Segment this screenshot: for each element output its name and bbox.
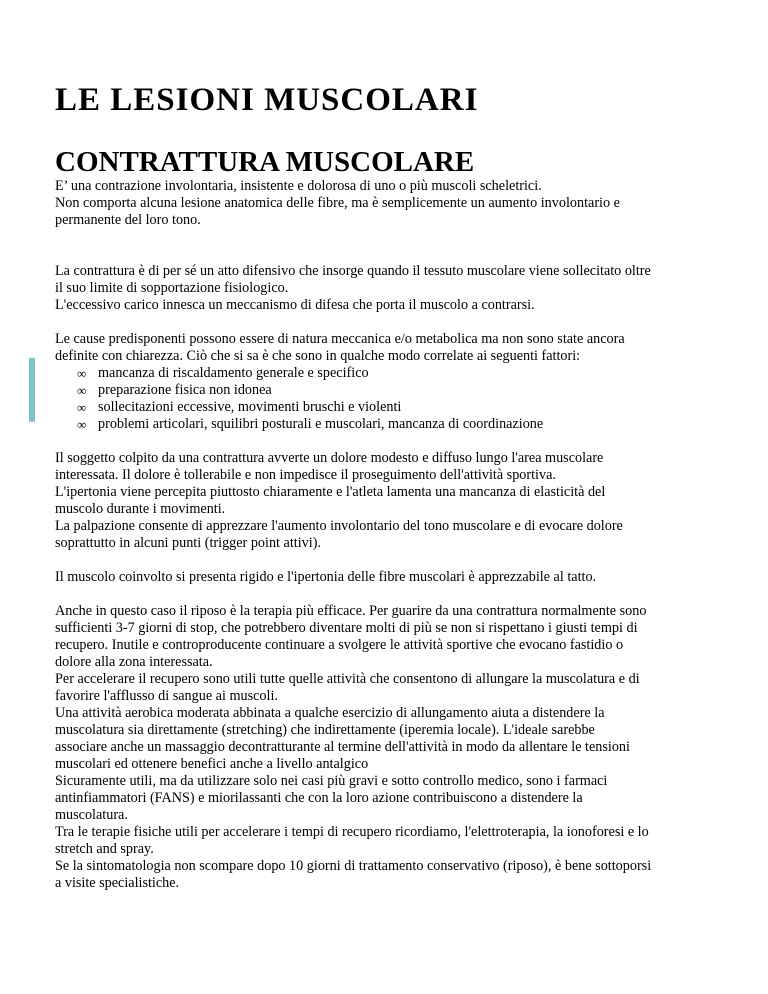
text-line: Il soggetto colpito da una contrattura avverte un dolore modesto e diffuso lungo l'area muscolare [55,450,604,466]
text-line: Il muscolo coinvolto si presenta rigido e l'ipertonia delle fibre muscolari è apprezzabile al tatto. [55,569,597,585]
text-line: Tra le terapie fisiche utili per accelerare i tempi di recupero ricordiamo, l'elettroterapia, la ionoforesi e lo [55,824,649,840]
text-line: Per accelerare il recupero sono utili tutte quelle attività che consentono di allungare la muscolatura e di [55,671,640,687]
text-line: a visite specialistiche. [55,875,180,891]
infinity-bullet-icon: ∞ [77,383,87,398]
paragraph-treatment [55,603,715,892]
intro-paragraph [55,178,715,229]
list-item: ∞ problemi articolari, squilibri posturali e muscolari, mancanza di coordinazione [77,416,544,432]
text-line: interessata. Il dolore è tollerabile e non impedisce il proseguimento dell'attività sportiva. [55,467,556,483]
text-line: il suo limite di sopportazione fisiologico. [55,280,289,296]
text-line: sufficienti 3-7 giorni di stop, che potrebbero diventare molti di più se non si rispettano i giusti tempi di [55,620,638,636]
infinity-bullet-icon: ∞ [77,417,87,432]
text-line: muscolari ed ottenere benefici anche a livello antalgico [55,756,369,772]
text-line: Se la sintomatologia non scompare dopo 10 giorni di trattamento conservativo (riposo), è bene sottoporsi [55,858,652,874]
text-line: antinfiammatori (FANS) e miorilassanti che con la loro azione contribuiscono a distendere la [55,790,583,806]
text-line: stretch and spray. [55,841,154,857]
text-line: muscolo durante i movimenti. [55,501,226,517]
text-line: L'eccessivo carico innesca un meccanismo di difesa che porta il muscolo a contrarsi. [55,297,535,313]
infinity-bullet-icon: ∞ [77,400,87,415]
text-line: Le cause predisponenti possono essere di natura meccanica e/o metabolica ma non sono state ancora [55,331,625,347]
text-line: dolore alla zona interessata. [55,654,213,670]
text-line: soprattutto in alcuni punti (trigger point attivi). [55,535,321,551]
text-line: Sicuramente utili, ma da utilizzare solo nei casi più gravi e sotto controllo medico, sono i farmaci [55,773,608,789]
text-line: L'ipertonia viene percepita piuttosto chiaramente e l'atleta lamenta una mancanza di elasticità del [55,484,606,500]
section-body [55,178,715,892]
paragraph-rigidity [55,569,715,586]
text-line: permanente del loro tono. [55,212,201,228]
text-line: definite con chiarezza. Ciò che si sa è che sono in qualche modo correlate ai seguenti fattori: [55,348,581,364]
text-line: La palpazione consente di apprezzare l'aumento involontario del tono muscolare e di evocare dolore [55,518,623,534]
text-line: Anche in questo caso il riposo è la terapia più efficace. Per guarire da una contrattura normalmente sono [55,603,647,619]
text-line: muscolatura. [55,807,128,823]
text-line: Una attività aerobica moderata abbinata a qualche esercizio di allungamento aiuta a distendere la [55,705,605,721]
section-heading: CONTRATTURA MUSCOLARE [55,146,475,178]
paragraph-causes [55,331,715,365]
paragraph-symptoms [55,450,715,552]
list-item: ∞ sollecitazioni eccessive, movimenti bruschi e violenti [77,399,402,415]
paragraph-defensive-act [55,263,715,314]
factors-list [55,365,715,433]
text-line: associare anche un massaggio decontratturante al termine dell'attività in modo da allentare le tensioni [55,739,630,755]
infinity-bullet-icon: ∞ [77,366,87,381]
page-title: LE LESIONI MUSCOLARI [55,82,479,118]
text-line: Non comporta alcuna lesione anatomica delle fibre, ma è semplicemente un aumento involontario e [55,195,620,211]
text-line: La contrattura è di per sé un atto difensivo che insorge quando il tessuto muscolare viene sollecitato oltre [55,263,651,279]
list-item: ∞ preparazione fisica non idonea [77,382,272,398]
list-item: ∞ mancanza di riscaldamento generale e specifico [77,365,369,381]
margin-change-bar [29,358,35,422]
text-line: recupero. Inutile e controproducente continuare a svolgere le attività sportive che evocano fastidio o [55,637,624,653]
text-line: favorire l'afflusso di sangue ai muscoli. [55,688,278,704]
text-line: E’ una contrazione involontaria, insistente e dolorosa di uno o più muscoli scheletrici. [55,178,542,194]
text-line: muscolatura sia direttamente (stretching) che indirettamente (iperemia locale). L'ideale sarebbe [55,722,595,738]
